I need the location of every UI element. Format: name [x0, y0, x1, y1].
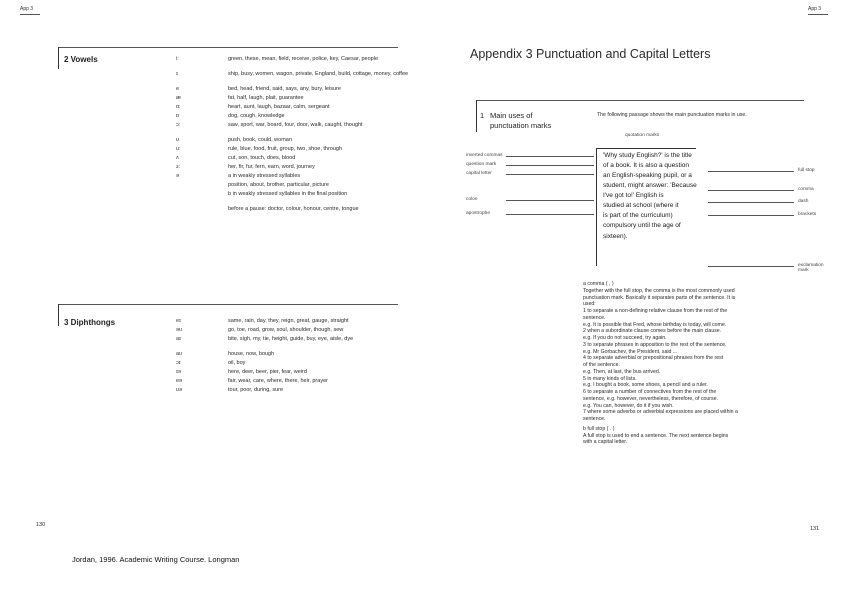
note-line: 2 when a subordinate clause comes before the main clause.	[583, 328, 722, 335]
note-line: 4 to separate adverbial or prepositional phrases from the rest	[583, 355, 724, 362]
note-line: e.g. If you do not succeed, try again.	[583, 335, 667, 341]
note-line: 7 where some adverbs or adverbial expressions are placed within a	[583, 409, 738, 416]
diphthongs-title: 3 Diphthongs	[64, 318, 116, 327]
note-line: e.g. Mr Gorbachev, the President, said ...	[583, 348, 678, 355]
vowel-row	[176, 122, 416, 131]
punctuation-label: full stop	[798, 168, 815, 173]
label-leader-line	[506, 165, 594, 166]
label-leader-line	[708, 266, 794, 267]
phonetic-symbol: ɑ:	[176, 104, 181, 110]
example-words: dog, cough, knowledge	[228, 113, 285, 119]
label-leader-line	[506, 200, 594, 201]
example-words: b in weakly stressed syllables in the final position	[228, 191, 348, 197]
page-number-left: 130	[36, 522, 46, 528]
passage-line: I've got to!' English is	[603, 192, 664, 200]
phonetic-symbol: e	[176, 86, 180, 92]
section-title: Main uses of punctuation marks	[490, 111, 552, 130]
label-leader-line	[708, 171, 794, 172]
example-words: bite, sigh, my, tie, height, guide, buy, eye, aisle, dye	[228, 336, 354, 342]
phonetic-symbol: ə	[176, 173, 180, 179]
label-leader-line	[506, 214, 594, 215]
example-words: green, these, mean, field, receive, police, key, Caesar, people	[228, 56, 379, 62]
passage-line: sixteen).	[603, 232, 628, 240]
vowel-row	[176, 173, 416, 182]
passage-intro: The following passage shows the main punctuation marks in use.	[597, 112, 747, 118]
note-line: sentence, e.g. however, nevertheless, therefore, of course.	[583, 395, 718, 402]
phonetic-symbol: æ	[176, 95, 181, 101]
example-words: saw, sport, war, board, four, door, walk, caught, thought	[228, 122, 363, 128]
vowels-left-rule	[58, 47, 59, 69]
note-line: 6 to separate a number of connectives from the rest of the	[583, 389, 717, 395]
section-left-rule	[476, 100, 477, 132]
vowel-row	[176, 137, 416, 146]
label-leader-line	[708, 190, 794, 191]
example-words: push, book, could, woman	[228, 137, 292, 143]
vowel-row	[176, 336, 416, 345]
diphthongs-table	[176, 318, 426, 438]
note-line: e.g. Then, at last, the bus arrived.	[583, 368, 661, 375]
passage-line: is part of the curriculum)	[603, 212, 673, 220]
label-quotation-marks: quotation marks	[625, 133, 660, 138]
phonetic-symbol: ʊə	[176, 387, 183, 393]
phonetic-symbol: ɜ:	[176, 164, 181, 170]
example-words: fair, wear, care, where, there, heir, prayer	[228, 378, 328, 384]
vowel-row	[176, 327, 416, 336]
phonetic-symbol: aʊ	[176, 351, 183, 357]
phonetic-symbol: əʊ	[176, 327, 183, 333]
note-line: b full stop ( . )	[583, 425, 615, 432]
phonetic-symbol: i:	[176, 56, 179, 62]
vowel-row	[176, 104, 416, 113]
section-top-rule	[476, 100, 804, 101]
example-words: tour, poor, during, sure	[228, 387, 284, 393]
note-line: of the sentence.	[583, 362, 620, 368]
vowels-title: 2 Vowels	[64, 55, 98, 64]
note-line: A full stop is used to end a sentence. The next sentence begins	[583, 432, 729, 439]
passage-line: student, might answer: 'Because	[603, 182, 697, 190]
vowel-row	[176, 387, 416, 396]
vowels-table	[176, 56, 426, 296]
vowel-row	[176, 95, 416, 104]
phonetic-symbol: eɪ	[176, 318, 182, 324]
note-line: 3 to separate phrases in apposition to the rest of the sentence.	[583, 341, 727, 348]
punctuation-label: exclamation mark	[798, 263, 824, 273]
example-words: before a pause: doctor, colour, honour, centre, tongue	[228, 206, 359, 212]
note-line: 5 in many kinds of lists.	[583, 375, 637, 382]
running-head-right: App 3	[808, 6, 822, 12]
note-line: e.g. I bought a book, some shoes, a pencil and a ruler.	[583, 382, 708, 389]
punctuation-label: comma	[798, 187, 814, 192]
section-number: 1	[480, 111, 485, 120]
page-number-right: 131	[810, 526, 820, 532]
vowel-row	[176, 71, 416, 80]
example-words: same, rain, day, they, reign, great, gauge, straight	[228, 318, 349, 324]
example-words: ship, busy, women, wagon, private, England, build, cottage, money, coffee	[228, 71, 409, 77]
note-line: Together with the full stop, the comma is the most commonly used	[583, 287, 735, 294]
phonetic-symbol: ʌ	[176, 155, 179, 161]
note-line: 1 to separate a non-defining relative clause from the rest of the	[583, 308, 728, 314]
diphthongs-top-rule	[58, 304, 398, 305]
note-line: e.g. It is possible that Fred, whose birthday is today, will come.	[583, 321, 727, 328]
example-words: heart, aunt, laugh, bazaar, calm, sergeant	[228, 104, 330, 110]
phonetic-symbol: ɪ	[176, 71, 178, 77]
passage-line: compulsory until the age of	[603, 222, 681, 230]
note-line: used:	[583, 301, 596, 308]
vowel-row	[176, 351, 416, 360]
phonetic-symbol: ɒ	[176, 113, 180, 119]
vowel-row	[176, 182, 416, 191]
example-words: her, fir, fur, fern, earn, word, journey	[228, 164, 315, 170]
passage-line: 'Why study English?' is the title	[603, 152, 692, 159]
passage-text	[603, 151, 763, 242]
phonetic-symbol: eə	[176, 378, 183, 384]
punctuation-label: capital letter	[466, 171, 492, 176]
vowel-row	[176, 146, 416, 155]
vowel-row	[176, 369, 416, 378]
example-words: go, toe, road, grow, soul, shoulder, though, sew	[228, 327, 344, 333]
example-words: bed, head, friend, said, says, any, bury, leisure	[228, 86, 341, 92]
running-head-right-rule	[808, 14, 828, 15]
vowel-row	[176, 164, 416, 173]
punctuation-label: apostrophe	[466, 211, 491, 216]
label-leader-line	[708, 215, 794, 216]
example-words: position, about, brother, particular, picture	[228, 182, 329, 188]
vowel-row	[176, 318, 416, 327]
running-head-left-rule	[20, 14, 40, 15]
phonetic-symbol: u:	[176, 146, 181, 152]
example-words: house, now, bough	[228, 351, 275, 357]
vowel-row	[176, 191, 416, 200]
vowel-row	[176, 86, 416, 95]
vowel-row	[176, 206, 416, 215]
punctuation-label: question mark	[466, 162, 497, 167]
note-line: a comma ( , )	[583, 281, 614, 287]
note-line: e.g. You can, however, do it if you wish.	[583, 402, 674, 409]
punctuation-label: inverted commas	[466, 153, 503, 158]
note-line: with a capital letter.	[583, 439, 628, 446]
vowels-top-rule	[58, 47, 398, 48]
phonetic-symbol: ɪə	[176, 369, 182, 375]
punctuation-label: dash	[798, 199, 809, 204]
vowel-row	[176, 56, 416, 65]
passage-line: an English-speaking pupil, or a	[603, 172, 692, 180]
example-words: rule, blue, food, fruit, group, two, shoe, through	[228, 146, 343, 152]
example-words: fat, half, laugh, plait, guarantee	[228, 95, 304, 101]
running-head-left: App 3	[20, 6, 34, 12]
example-words: cut, son, touch, does, blood	[228, 155, 296, 161]
diphthongs-left-rule	[58, 304, 59, 326]
punctuation-label: brackets	[798, 212, 817, 217]
phonetic-symbol: ɔ:	[176, 122, 181, 128]
vowel-row	[176, 360, 416, 369]
note-line: sentence.	[583, 416, 606, 422]
example-words: oil, boy	[228, 360, 246, 366]
appendix-title: Appendix 3 Punctuation and Capital Letters	[470, 47, 711, 61]
note-line: punctuation mark. Basically it separates parts of the sentence. It is	[583, 294, 736, 301]
phonetic-symbol: ɔɪ	[176, 360, 181, 366]
example-words: here, deer, beer, pier, fear, weird	[228, 369, 307, 375]
phonetic-symbol: ʊ	[176, 137, 180, 143]
vowel-row	[176, 113, 416, 122]
phonetic-symbol: aɪ	[176, 336, 182, 342]
label-leader-line	[506, 174, 594, 175]
passage-line: studied at school (where it	[603, 202, 679, 210]
passage-line: of a book. It is also a question	[603, 162, 689, 170]
example-words: a in weakly stressed syllables	[228, 173, 301, 179]
label-leader-line	[506, 156, 594, 157]
vowel-row	[176, 155, 416, 164]
citation: Jordan, 1996. Academic Writing Course. Longman	[72, 555, 240, 564]
note-line: sentence.	[583, 314, 606, 321]
notes	[583, 278, 811, 446]
punctuation-label: colon	[466, 197, 478, 202]
label-leader-line	[708, 202, 794, 203]
vowel-row	[176, 378, 416, 387]
